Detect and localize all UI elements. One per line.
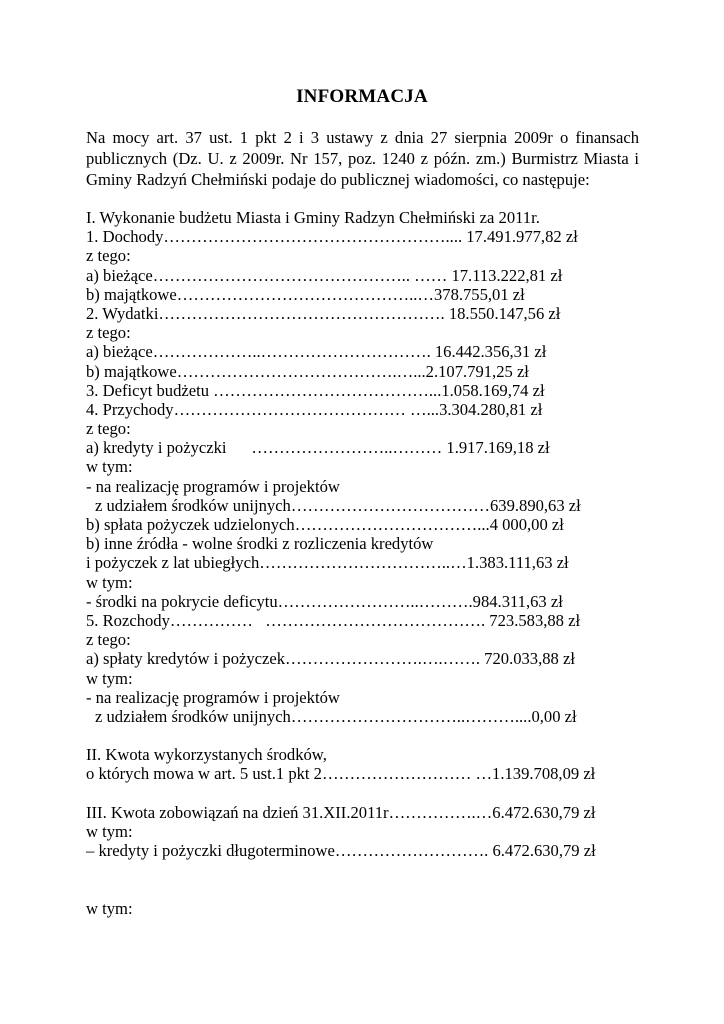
line-w-tym: w tym: bbox=[86, 668, 133, 688]
blank-line bbox=[86, 726, 646, 745]
line-w-tym: w tym: bbox=[86, 898, 133, 918]
line-w-tym: w tym: bbox=[86, 572, 133, 592]
line-w-tym: w tym: bbox=[86, 822, 133, 841]
line-deficyt: 3. Deficyt budżetu …………………………………...1.058.169,74 zł bbox=[86, 380, 545, 400]
line-srodki-unijne: z udziałem środków unijnych………………………………639.890,63 zł bbox=[95, 495, 581, 515]
line-art-5: o których mowa w art. 5 ust.1 pkt 2……………………… …1.139.708,09 zł bbox=[86, 764, 596, 784]
line-kredyty-dlugoterminowe: – kredyty i pożyczki długoterminowe………………………. 6.472.630,79 zł bbox=[86, 841, 596, 861]
line-rozchody: 5. Rozchody…………… …………………………………. 723.583,88 zł bbox=[86, 610, 581, 630]
document-title: INFORMACJA bbox=[296, 86, 428, 107]
line-wydatki-majatkowe: b) majątkowe………………………………….…...2.107.791,25 zł bbox=[86, 361, 529, 381]
blank-line bbox=[86, 784, 646, 803]
intro-paragraph: Na mocy art. 37 ust. 1 pkt 2 i 3 ustawy z dnia 27 sierpnia 2009r o finansach publicznych (Dz. U. z 2009r. Nr 157, poz. 1240 z późn. zm.) Burmistrz Miasta i Gminy Radzyń Chełmiński podaje do publicznej wiadomości, co następuje: bbox=[86, 128, 639, 189]
line-z-tego: z tego: bbox=[86, 323, 131, 343]
line-dochody: 1. Dochody…………………………………………….... 17.491.977,82 zł bbox=[86, 227, 578, 247]
line-pokrycie-deficytu: - środki na pokrycie deficytu……………………..……….984.311,63 zł bbox=[86, 591, 563, 611]
line-w-tym: w tym: bbox=[86, 457, 133, 477]
line-wydatki: 2. Wydatki……………………………………………. 18.550.147,56 zł bbox=[86, 303, 561, 323]
line-splata-pozyczek: b) spłata pożyczek udzielonych……………………………...4 000,00 zł bbox=[86, 515, 564, 534]
line-kredyty-pozyczki: a) kredyty i pożyczki ……………………..……… 1.917.169,18 zł bbox=[86, 438, 550, 458]
line-dochody-biezace: a) bieżące……………………………………….. …… 17.113.222,81 zł bbox=[86, 265, 563, 285]
line-pozyczki-lat-ubieglych: i pożyczek z lat ubiegłych……………………………..…1.383.111,63 zł bbox=[86, 553, 569, 573]
line-inne-zrodla: b) inne źródła - wolne środki z rozliczenia kredytów bbox=[86, 534, 434, 554]
line-splaty-kredytow: a) spłaty kredytów i pożyczek…………………….….……. 720.033,88 zł bbox=[86, 649, 575, 669]
blank-line bbox=[86, 880, 646, 899]
line-wydatki-biezace: a) bieżące………………..…………………………. 16.442.356,31 zł bbox=[86, 342, 547, 362]
line-programy-projekty: - na realizację programów i projektów bbox=[86, 687, 340, 707]
line-z-tego: z tego: bbox=[86, 246, 131, 266]
section-2-heading: II. Kwota wykorzystanych środków, bbox=[86, 745, 327, 765]
line-dochody-majatkowe: b) majątkowe……………………………………..…378.755,01 zł bbox=[86, 284, 525, 304]
line-z-tego: z tego: bbox=[86, 630, 131, 650]
line-przychody: 4. Przychody…………………………………… …...3.304.280,81 zł bbox=[86, 399, 543, 419]
blank-line bbox=[86, 860, 646, 879]
line-z-tego: z tego: bbox=[86, 419, 131, 439]
section-3-heading: III. Kwota zobowiązań na dzień 31.XII.2011r…………….…6.472.630,79 zł bbox=[86, 802, 596, 822]
section-1-heading: I. Wykonanie budżetu Miasta i Gminy Radzyn Chełmiński za 2011r. bbox=[86, 208, 540, 227]
document-body bbox=[86, 208, 646, 918]
line-programy-projekty: - na realizację programów i projektów bbox=[86, 476, 340, 496]
line-srodki-unijne: z udziałem środków unijnych…………………………..………....0,00 zł bbox=[95, 706, 577, 726]
